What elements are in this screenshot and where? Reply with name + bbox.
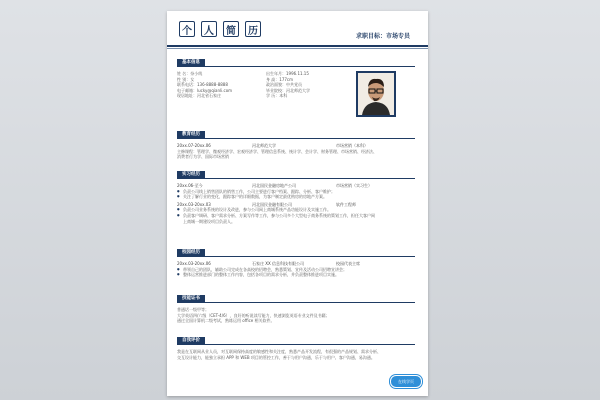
title-char-3: 简 xyxy=(223,21,239,37)
info-school: 毕业院校：河北师范大学 xyxy=(266,87,310,93)
person-photo xyxy=(358,73,394,115)
intern2-role: 软件工程师 xyxy=(336,201,356,207)
section-self-evaluation xyxy=(177,337,415,360)
section-header xyxy=(177,295,415,303)
edu-major: 市场营销（本科） xyxy=(336,143,368,148)
section-title: 校园经历 xyxy=(177,249,205,257)
section-certificates xyxy=(177,295,415,324)
campus-date: 20xx.03-20xx.06 xyxy=(177,261,211,266)
info-email: 电子邮箱：lucky@qianli.com xyxy=(177,87,233,93)
list-item: ● 整体运营推进部门的整体工作内容，包括各项目的需求分析，并负责整体推进项目实施。 xyxy=(177,272,415,278)
self-eval-line: 交互设计能力，能独立承担 APP 和 WEB 项目的管控工作，善于与用户沟通，乐于与用户、客户沟通，易沟通。 xyxy=(177,354,375,360)
section-header xyxy=(177,131,415,139)
intern2-company: 河北国民金融有限公司 xyxy=(252,201,292,207)
list-item: ● 带领自己的团队，辅助公司完成在各高校的招聘会，熟悉策划、宣传及活动公司招聘宣讲会； xyxy=(177,267,415,273)
resume-page xyxy=(167,11,428,396)
info-address: 现居地址：河北省石家庄 xyxy=(177,93,221,99)
section-title: 自我评价 xyxy=(177,337,205,345)
intern1-role: 市场营销（实习生） xyxy=(336,183,372,188)
intern1-company: 河北国民金融房地产公司 xyxy=(252,183,296,188)
info-birth: 出生年月：1996.11.15 xyxy=(266,71,309,76)
avatar xyxy=(356,71,396,117)
list-item: ● 负责客户调研、客户需求分析、方案写作等工作，参与公司多个大型电子商务系统的策划工作，担任大客户网 xyxy=(177,213,415,219)
section-header xyxy=(177,171,415,179)
section-header xyxy=(177,59,415,67)
section-title: 教育经历 xyxy=(177,131,205,139)
cert-item: 大学英语四/六级（CET-4/6），良好的听说读写能力，快速浏览英语专业文件及书籍； xyxy=(177,312,330,318)
campus-role: 校园代表主席 xyxy=(336,261,360,266)
title-char-2: 人 xyxy=(201,21,217,37)
title-char-1: 个 xyxy=(179,21,195,37)
list-item: ● 负责公司业务系统的设计及改进，参与公司网上商城系统产品功能设计及实施工作。 xyxy=(177,207,415,213)
list-item: ● 负责公司线上销售团队的销售工作，公司主要进行客户档案、跟踪、分析、客户维护； xyxy=(177,189,415,195)
section-title: 基本信息 xyxy=(177,59,205,67)
info-name: 姓 名：奈小线 xyxy=(177,71,203,76)
section-title: 实习经历 xyxy=(177,171,205,179)
section-internship xyxy=(177,171,415,224)
info-gender: 性 别：女 xyxy=(177,76,195,82)
section-header xyxy=(177,337,415,345)
campus-company: 石家庄 XX 信息科技有限公司 xyxy=(252,261,305,266)
list-item: ● 关注了解行业的变化，跟踪客户的详细数据，为客户制定最优购房的房地产方案。 xyxy=(177,194,415,200)
intern2-date: 20xx.03-20xx.03 xyxy=(177,201,211,207)
edu-date: 20xx.07-20xx.06 xyxy=(177,143,211,148)
job-target: 求职目标：市场专员 xyxy=(355,33,410,40)
title-char-4: 历 xyxy=(245,21,261,37)
info-politics: 政治面貌：中共党员 xyxy=(266,82,302,88)
edu-courses-2: 消费者行为学、国际市场营销 xyxy=(177,154,229,160)
section-campus xyxy=(177,249,415,278)
info-height: 身 高：177cm xyxy=(266,76,294,82)
section-education xyxy=(177,131,415,160)
section-header xyxy=(177,249,415,257)
intern1-date: 20xx.06-至今 xyxy=(177,183,203,188)
self-eval-line: 我是在互联网从业人员，对互联网保持高度的敏感性和关注度，熟悉产品开发流程，有很强的产品规划、需求分析、 xyxy=(177,349,381,354)
cert-item: 普通话一级甲等； xyxy=(177,307,209,312)
watermark-badge[interactable]: 在线学页 xyxy=(390,375,422,388)
edu-school: 河北师范大学 xyxy=(252,143,276,148)
resume-title xyxy=(179,21,267,37)
cert-item: 通过全国计算机二级考试，熟练运用 office 相关软件。 xyxy=(177,318,275,324)
header-divider xyxy=(167,45,428,47)
info-phone: 联系电话：136-8888-8888 xyxy=(177,82,228,88)
list-item-continued: 上商城一期建设项目负责人。 xyxy=(183,218,235,224)
info-degree: 学 历：本科 xyxy=(266,93,288,99)
header-divider-thin xyxy=(167,48,428,49)
edu-courses-1: 主修课程：管理学、微观经济学、宏观经济学、管理信息系统、统计学、会计学、财务管理、市场营销、经济法、 xyxy=(177,148,377,154)
section-title: 技能证书 xyxy=(177,295,205,303)
